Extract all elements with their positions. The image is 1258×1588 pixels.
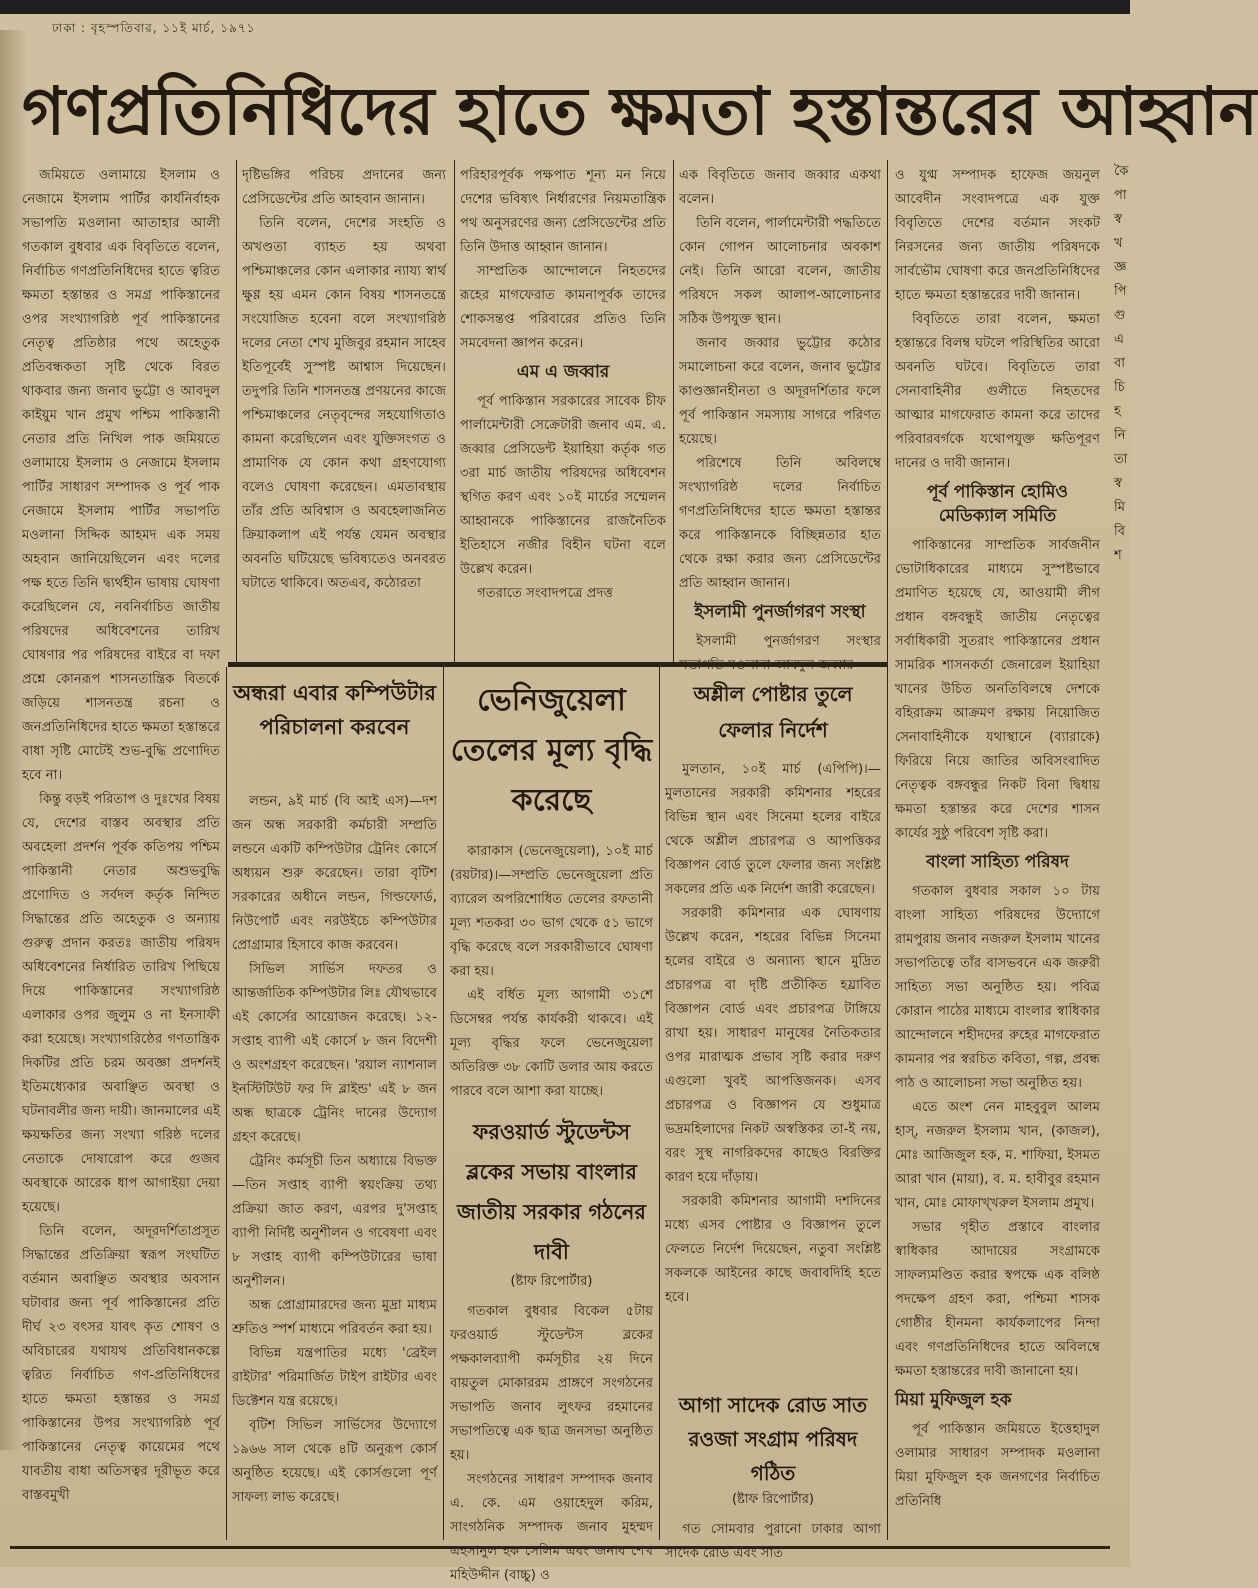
paragraph: সভার গৃহীত প্রস্তাবে বাংলার স্বাধিকার আদায়ের সংগ্রামকে সাফল্যমণ্ডিত করার স্বপক্ষে এক বলিষ্ঠ পদক্ষেপ গ্রহণ করা, পশ্চিমা শাসক গোষ্ঠীর হীনমনা কার্যকলাপের নিন্দা এবং গণপ্রতিনিধিদের হাতে অবিলম্বে ক্ষমতা হস্তান্তরের দাবী জানানো হয়। [895,1220,1100,1379]
headline-aga-sadek [665,1388,881,1518]
window-top-bar [0,0,1130,14]
byline: (ষ্টাফ রিপোর্টার) [731,1492,815,1507]
article-forward-students [450,1300,653,1583]
paragraph: মুলতান, ১০ই মার্চ (এপিপি)।—মুলতানের সরকারী কমিশনার শহরের বিভিন্ন স্থান এবং সিনেমা হলের বাইরে থেকে অশ্লীল প্রচারপত্র ও আপত্তিকর বিজ্ঞাপন বোর্ড তুলে ফেলার জন্য সংশ্লিষ্ট সকলের প্রতি এক নির্দেশ জারী করেছেন। [665,762,881,897]
paragraph: বিভিন্ন যন্ত্রপাতির মধ্যে 'ব্রেইল রাইটার' পরিমার্জিত টাইপ রাইটার এবং ডিক্টেশন যন্ত্র রয়েছে। [232,1346,437,1409]
paragraph: গতকাল বুধবার সকাল ১০ টায় বাংলা সাহিত্য পরিষদের উদ্যোগে রামপুরায় জনাব নজরুল ইসলাম খানের সভাপতিত্বে তাঁর বাসভবনে এক জরুরী সাহিত্য সভা অনুষ্ঠিত হয়। পবিত্র কোরান পাঠের মাধ্যমে বাংলার স্বাধিকার আন্দোলনে শহীদদের রুহের মাগফেরাত কামনার পর স্বরচিত কবিতা, গল্প, প্রবন্ধ পাঠ ও আলোচনা সভা অনুষ্ঠিত হয়। [895,884,1100,1091]
headline-text: ভেনিজুয়েলা তেলের মূল্য বৃদ্ধি করেছে [450,683,653,818]
paragraph: এক বিবৃতিতে জনাব জব্বার একথা বলেন। [679,168,881,207]
byline: (ষ্টাফ রিপোর্টার) [510,1274,593,1289]
article-column-1 [22,164,220,1542]
paragraph: সংগঠনের সাধারণ সম্পাদক জনাব এ. কে. এম ওয়াহেদুল করিম, সাংগঠনিক সম্পাদক জনাব মুহম্মদ এহসানুল হক সেলিম এবং জনাব শেখ মহিউদ্দীন (বাচ্চু) ও [450,1472,653,1583]
paragraph: গতকাল বুধবার বিকেল ৫টায় ফরওয়ার্ড স্টুডেন্টস ব্লকের পক্ষকালব্যাপী কর্মসূচীর ২য় দিনে বায়তুল মোকাররম প্রাঙ্গণে সংগঠনের সভাপতি জনাব লুৎফর রহমানের সভাপতিত্বে এক ছাত্র জনসভা অনুষ্ঠিত হয়। [450,1304,653,1463]
paragraph: লন্ডন, ৯ই মার্চ (বি আই এস)—দশ জন অন্ধ সরকারী কর্মচারী সম্প্রতি লন্ডনে একটি কম্পিউটার ট্রেনিং কোর্সে অধ্যয়ন শুরু করেছেন। তারা বৃটিশ সরকারের অধীনে লন্ডন, গিল্ডফোর্ড, নিউপোর্ট এবং নরউইচে কম্পিউটার প্রোগ্রামার হিসাবে কাজ করবেন। [232,794,437,953]
column-rule-4 [887,160,888,1540]
main-headline: গণপ্রতিনিধিদের হাতে ক্ষমতা হস্তান্তরের আহ্বান [22,73,1258,150]
paragraph: পূর্ব পাকিস্তান জমিয়তে ইত্তেহাদুল ওলামার সাধারণ সম্পাদক মওলানা মিয়া মুফিজুল হক জনগণের নির্বাচিত প্রতিনিধি [895,1422,1100,1509]
paragraph: ইসলামী পুনর্জাগরণ সংস্থার সভাপতি মওলানা আবদুল জব্বার [679,634,881,673]
paragraph: তিনি বলেন, অদূরদর্শিতাপ্রসূত সিদ্ধান্তের প্রতিক্রিয়া স্বরূপ সংঘটিত বর্তমান অবাঞ্ছিত অবস্থার অবসান ঘটাবার জন্য পূর্ব পাকিস্তানের প্রতি দীর্ঘ ২৩ বৎসর যাবৎ কৃত শোষণ ও অবিচারের যথাযথ প্রতিবিধানকল্পে ত্বরিত নির্বাচিত গণ-প্রতিনিধিদের হাতে ক্ষমতা হস্তান্তর ও সমগ্র পাকিস্তানের উপর সংখ্যাগরিষ্ঠ পূর্ব পাকিস্তানের নেতৃত্ব কায়েমের পথে যাবতীয় বাধা অতিসত্বর দূরীভূত করে বাস্তবমুখী [22,1224,220,1503]
paragraph: কিন্তু বড়ই পরিতাপ ও দুঃখের বিষয় যে, দেশের বাস্তব অবস্থার প্রতি অবহেলা প্রদর্শন পূর্বক কতিপয় পশ্চিম পাকিস্তানী নেতার অশুভবুদ্ধি প্রণোদিত ও সর্বদল কর্তৃক নিন্দিত সিদ্ধান্তের প্রতি অহেতুক ও অন্যায় গুরুত্ব প্রদান করতঃ জাতীয় পরিষদ অধিবেশনের নির্ধারিত তারিখ পিছিয়ে দিয়ে পাকিস্তানের সংখ্যাগরিষ্ঠ এলাকার ওপর জুলুম ও না ইনসাফী করা হয়েছে। সংখ্যাগরিষ্ঠের গণতান্ত্রিক দিকটির প্রতি চরম অবজ্ঞা প্রদর্শনই ইতিমধ্যেকার অবাঞ্ছিত অবস্থা ও ঘটনাবলীর জন্য দায়ী। জানমালের এই ক্ষয়ক্ষতির জন্য সংখ্যা গরিষ্ঠ দলের নেতাকে দোষারোপ করে গুজব অবস্থাকে আরেক ধাপ আগাইয়া দেয়া হয়েছে। [22,792,220,1215]
subheading-islami: ইসলামী পুনর্জাগরণ সংস্থা [694,602,866,622]
paragraph: সরকারী কমিশনার এক ঘোষণায় উল্লেখ করেন, শহরের বিভিন্ন সিনেমা হলের বাইরে ও অন্যান্য স্থানে মুদ্রিত প্রচারপত্র বা দৃষ্টি প্রতীকিত হয়্রাবিত বিজ্ঞাপন বোর্ড এবং প্রচারপত্র টাঙ্গিয়ে রাখা হয়। সাধারণ মানুষের নৈতিকতার ওপর মারাত্মক প্রভাব সৃষ্টি করার দরুণ এগুলো খুবই আপত্তিজনক। এসব প্রচারপত্র ও বিজ্ঞাপন যে শুধুমাত্র ভদ্রমহিলাদের নিকট অস্বস্তিকর তা-ই নয়, বরং সুস্থ নাগরিকদের কাছেও বিরক্তির কারণ হয়ে দাঁড়ায়। [665,906,881,1185]
headline-venezuela [450,676,653,834]
paragraph: পাকিস্তানের সাম্প্রতিক সার্বজনীন ভোটাধিকারের মাধ্যমে সুস্পষ্টভাবে প্রমাণিত হয়েছে যে, আওয়ামী লীগ প্রধান বঙ্গবন্ধুই জাতীয় নেতৃত্বের সর্বাধিকারী সুতরাং পাকিস্তানের প্রধান সামরিক শাসনকর্তা জেনারেল ইয়াহিয়া খানের উচিত অনতিবিলম্বে দেশকে বহিরাক্রম আক্রমণ রক্ষায় নিয়োজিত সেনাবাহিনীকে যথাস্থানে (ব্যারাকে) ফিরিয়ে নিয়ে জাতির অবিসংবাদিত নেতৃত্বক বঙ্গবন্ধুর নিকট বিনা দ্বিধায় ক্ষমতা হস্তান্তর করে দেশের শাসন কার্যের সুষ্ঠু পরিবেশ সৃষ্টি করা। [895,538,1100,841]
column-rule-1 [236,160,237,662]
paragraph: জমিয়তে ওলামায়ে ইসলাম ও নেজামে ইসলাম পার্টির কার্যনির্বাহক সভাপতি মওলানা আতাহার আলী গতকাল বুধবার এক বিবৃতিতে বলেন, নির্বাচিত গণপ্রতিনিধিদের হাতে ত্বরিত ক্ষমতা হস্তান্তর ও সমগ্র পাকিস্তানের ওপর সংখ্যাগরিষ্ঠ পূর্ব পাকিস্তানের নেতৃত্ব প্রতিষ্ঠার পথে অহেতুক প্রতিবন্ধকতা সৃষ্টি থেকে বিরত থাকবার জন্য জনাব ভুট্টো ও আবদুল কাইয়ুম খান প্রমুখ পশ্চিম পাকিস্তানী নেতার প্রতি নিখিল পাক জমিয়তে ওলামায়ে ইসলাম ও নেজামে ইসলাম পার্টির সাধারণ সম্পাদক ও পূর্ব পাক নেজামে ইসলাম পার্টির সভাপতি মওলানা সিদ্দিক আহমদ এক সময় অহবান জানিয়েছিলেন এবং দলের পক্ষ হতে তিনি দ্ব্যর্থহীন ভাষায় ঘোষণা করেছিলেন যে, নবনির্বাচিত জাতীয় পরিষদের অধিবেশনের তারিখ ঘোষণার পর পরিষদের বাইরে বা দফা প্রশ্নে কোনরূপ শাসনতান্ত্রিক বিতর্কে জড়িয়ে শাসনতন্ত্র রচনা ও জনপ্রতিনিধিদের হাতে ক্ষমতা হস্তান্তরে বাধা সৃষ্টি মোটেই শুভ-বুদ্ধি প্রণোদিত হবে না। [22,168,220,783]
subheading-homeo: পূর্ব পাকিস্তান হোমিও মেডিক্যাল সমিতি [927,482,1068,526]
paragraph: দৃষ্টিভঙ্গির পরিচয় প্রদানের জন্য প্রেসিডেন্টের প্রতি আহবান জানান। [242,168,446,207]
paragraph: গতরাতে সংবাদপত্রে প্রদত্ত [477,586,613,601]
paragraph: তিনি বলেন, পার্লামেন্টারী পদ্ধতিতে কোন গোপন আলোচনার অবকাশ নেই। তিনি আরো বলেন, জাতীয় পরিষদে সকল আলাপ-আলোচনার সঠিক উপযুক্ত স্থান। [679,216,881,327]
headline-text: ফরওয়ার্ড স্টুডেন্টস ব্লকের সভায় বাংলার জাতীয় সরকার গঠনের দাবী [457,1120,646,1264]
lower-column-rule-2 [659,667,660,1540]
column-rule-left [226,667,227,1540]
article-column-4 [679,164,881,673]
subheading-jabbar: এম এ জব্বার [516,362,610,382]
paragraph: ও যুগ্ম সম্পাদক হাফেজ জয়নুল আবেদীন সংবাদপত্রে এক যুক্ত বিবৃতিতে দেশের বর্তমান সংকট নিরসনের জন্য জাতীয় পরিষদকে সার্বভৌম ঘোষণা করে জনপ্রতিনিধিদের হাতে ক্ষমতা হস্তান্তরের দাবী জানান। [895,168,1100,303]
paragraph: সাম্প্রতিক আন্দোলনে নিহতদের রূহের মাগফেরাত কামনাপূর্বক তাদের শোকসন্তপ্ত পরিবারের প্রতিও তিনি সমবেদনা জ্ঞাপন করেন। [460,264,666,351]
dateline: ঢাকা : বৃহস্পতিবার, ১১ই মার্চ, ১৯৭১ [52,21,256,35]
article-column-3 [460,164,666,658]
headline-forward-students [450,1112,653,1298]
paragraph: পরিহারপূর্বক পক্ষপাত শূন্য মন নিয়ে দেশের ভবিষ্যৎ নির্ধারণের নিয়মতান্ত্রিক পথ অনুসরণের জন্য প্রেসিডেন্টের প্রতি তিনি উদাত্ত আহ্বান জানান। [460,168,666,255]
headline-blind-computer [232,676,437,786]
paragraph: পূর্ব পাকিস্তান সরকারের সাবেক চীফ পার্লামেন্টারী সেক্রেটারী জনাব এম. এ. জব্বার প্রেসিডেন্ট ইয়াহিয়া কর্তৃক গত ৩রা মার্চ জাতীয় পরিষদের অধিবেশন স্থগিত করণ এবং ১০ই মার্চের সম্মেলন আহ্বানকে পাকিস্তানের রাজনৈতিক ইতিহাসে নজীর বিহীন ঘটনা বলে উল্লেখ করেন। [460,394,666,577]
article-venezuela [450,840,653,1110]
lower-column-rule-1 [443,667,444,1540]
column-rule-2 [454,160,455,662]
paragraph: ট্রেনিং কর্মসূচী তিন অধ্যায়ে বিভক্ত—তিন সপ্তাহ ব্যাপী স্বয়ংক্রিয় তথ্য প্রক্রিয়া জাত করণ, এরপর দু'সপ্তাহ ব্যাপী নির্দিষ্ট অনুশীলন ও গবেষণা এবং ৮ সপ্তাহ ব্যাপী কম্পিউটারের ভাষা অনুশীলন। [232,1154,437,1289]
adjacent-page-edge-text: কৈ পা স্ব খ জ্ঞ পি গু এ বা চি হ নি তা স্ব মি বি শ [1114,164,1129,563]
article-poster [665,758,881,1388]
paragraph: পরিশেষে তিনি অবিলম্বে সংখ্যাগরিষ্ঠ দলের নির্বাচিত গণপ্রতিনিধিদের হাতে ক্ষমতা হস্তান্তর করে পাকিস্তানকে বিচ্ছিন্নতার হাত থেকে রক্ষা করার জন্য প্রেসিডেন্টের প্রতি আহ্বান জানান। [679,456,881,591]
article-column-2 [242,164,446,658]
headline-text: আগা সাদেক রোড সাত রওজা সংগ্রাম পরিষদ গঠিত [678,1393,868,1485]
paragraph: বিবৃতিতে তারা বলেন, ক্ষমতা হস্তান্তরে বিলম্ব ঘটলে পরিস্থিতির আরো অবনতি ঘটবে। বিবৃতিতে তারা সেনাবাহিনীর গুলীতে নিহতদের আত্মার মাগফেরাত কামনা করে তাদের পরিবারবর্গকে যথোপযুক্ত ক্ষতিপূরণ দানের ও দাবী জানান। [895,312,1100,471]
paragraph: তিনি বলেন, দেশের সংহতি ও অখণ্ডতা ব্যাহত হয় অথবা পশ্চিমাঞ্চলের কোন এলাকার ন্যায্য স্বার্থ ক্ষুণ্ণ হয় এমন কোন বিষয় শাসনতন্ত্রে সংযোজিত হবেনা বলে সংখ্যাগরিষ্ঠ দলের নেতা শেখ মুজিবুর রহমান সাহেব ইতিপূর্বেই সুস্পষ্ট আশ্বাস দিয়েছেন। তদুপরি তিনি শাসনতন্ত্র প্রণয়নের কাজে পশ্চিমাঞ্চলের নেতৃবৃন্দের সহযোগিতাও কামনা করেছিলেন এবং যুক্তিসংগত ও প্রামাণিক যে কোন কথা গ্রহণযোগ্য বলেও ঘোষণা করেছেন। এমতাবস্থায় তাঁর প্রতি অবিশ্বাস ও অবহেলাজনিত ক্রিয়াকলাপ এই পর্যন্ত যেমন অবস্থার অবনতি ঘটিয়েছে ভবিষ্যতেও অনবরত ঘটাতে থাকিবে। অতএব, কঠোরতা [242,216,446,591]
headline-text: অন্ধরা এবার কম্পিউটার পরিচালনা করবেন [233,681,436,739]
article-column-5 [895,164,1100,1542]
headline-text: অশ্লীল পোষ্টার তুলে ফেলার নির্দেশ [693,682,853,742]
subheading-mufizul: মিয়া মুফিজুল হক [895,1390,1012,1410]
subheading-sahitya: বাংলা সাহিত্য পরিষদ [926,852,1069,872]
paragraph: গত সোমবার পুরানো ঢাকার আগা সাদেক রোড এবং সাত [665,1522,881,1561]
article-aga-sadek [665,1518,881,1561]
paragraph: বৃটিশ সিভিল সার্ভিসের উদ্যোগে ১৯৬৬ সাল থেকে ৪টি অনুরূপ কোর্স অনুষ্ঠিত হয়েছে। এই কোর্সগুলো পূর্ণ সাফল্য লাভ করেছে। [232,1418,437,1505]
paragraph: কারাকাস (ভেনেজুয়েলা), ১০ই মার্চ (রয়টার)।—সম্প্রতি ভেনেজুয়েলা প্রতি ব্যারেল অপরিশোধিত তেলের রফতানী মূল্য শতকরা ৩০ ভাগ থেকে ৫১ ভাগে বৃদ্ধি করেছে বলে সরকারীভাবে ঘোষণা করা হয়। [450,844,653,979]
paragraph: এই বর্ধিত মূল্য আগামী ৩১শে ডিসেম্বর পর্যন্ত কার্যকরী থাকবে। এই মূল্য বৃদ্ধির ফলে ভেনেজুয়েলা অতিরিক্ত ৩৮ কোটি ডলার আয় করতে পারবে বলে আশা করা যাচ্ছে। [450,988,653,1099]
paragraph: জনাব জব্বার ভুট্টোর কঠোর সমালোচনা করে বলেন, জনাব ভুট্টোর কাণ্ডজ্ঞানহীনতা ও অদূরদর্শিতার ফলে পূর্ব পাকিস্তান সমস্যায় সাগরে পরিণত হয়েছে। [679,336,881,447]
headline-poster [665,676,881,756]
paragraph: সিভিল সার্ভিস দফতর ও আন্তর্জাতিক কম্পিউটার লিঃ যৌথভাবে এই কোর্সের আয়োজন করেছে। ১২-সপ্তাহ ব্যাপী এই কোর্সে ৮ জন বিদেশী ও অংশগ্রহণ করেছেন। 'রয়াল ন্যাশনাল ইনস্টিটিউট ফর দি ব্লাইন্ড' এই ৮ জন অন্ধ ছাত্রকে ট্রেনিং দানের উদ্যোগ গ্রহণ করেছে। [232,962,437,1145]
article-blind-computer [232,790,437,1542]
paragraph: এতে অংশ নেন মাহবুবুল আলম হাস্, নজরুল ইসলাম খান, (কাজল), মোঃ আজিজুল হক, ম. শাফিয়া, ইসমত আরা খান (মায়া), ব. ম. হাবীবুর রহমান খান, মোঃ মোফাখ্খরুল ইসলাম প্রমুখ। [895,1100,1100,1211]
column-rule-3 [673,160,674,662]
paragraph: সরকারী কমিশনার আগামী দশদিনের মধ্যে এসব পোষ্টার ও বিজ্ঞাপন তুলে ফেলতে নির্দেশ দিয়েছেন, নতুবা সংশ্লিষ্ট সকলকে আইনের কাছে জবাবদিহি হতে হবে। [665,1194,881,1305]
paragraph: অন্ধ প্রোগ্রামারদের জন্য মুদ্রা মাধ্যম শ্রুতিও স্পর্শ মাধ্যমে পরিবর্তন করা হয়। [232,1298,437,1337]
